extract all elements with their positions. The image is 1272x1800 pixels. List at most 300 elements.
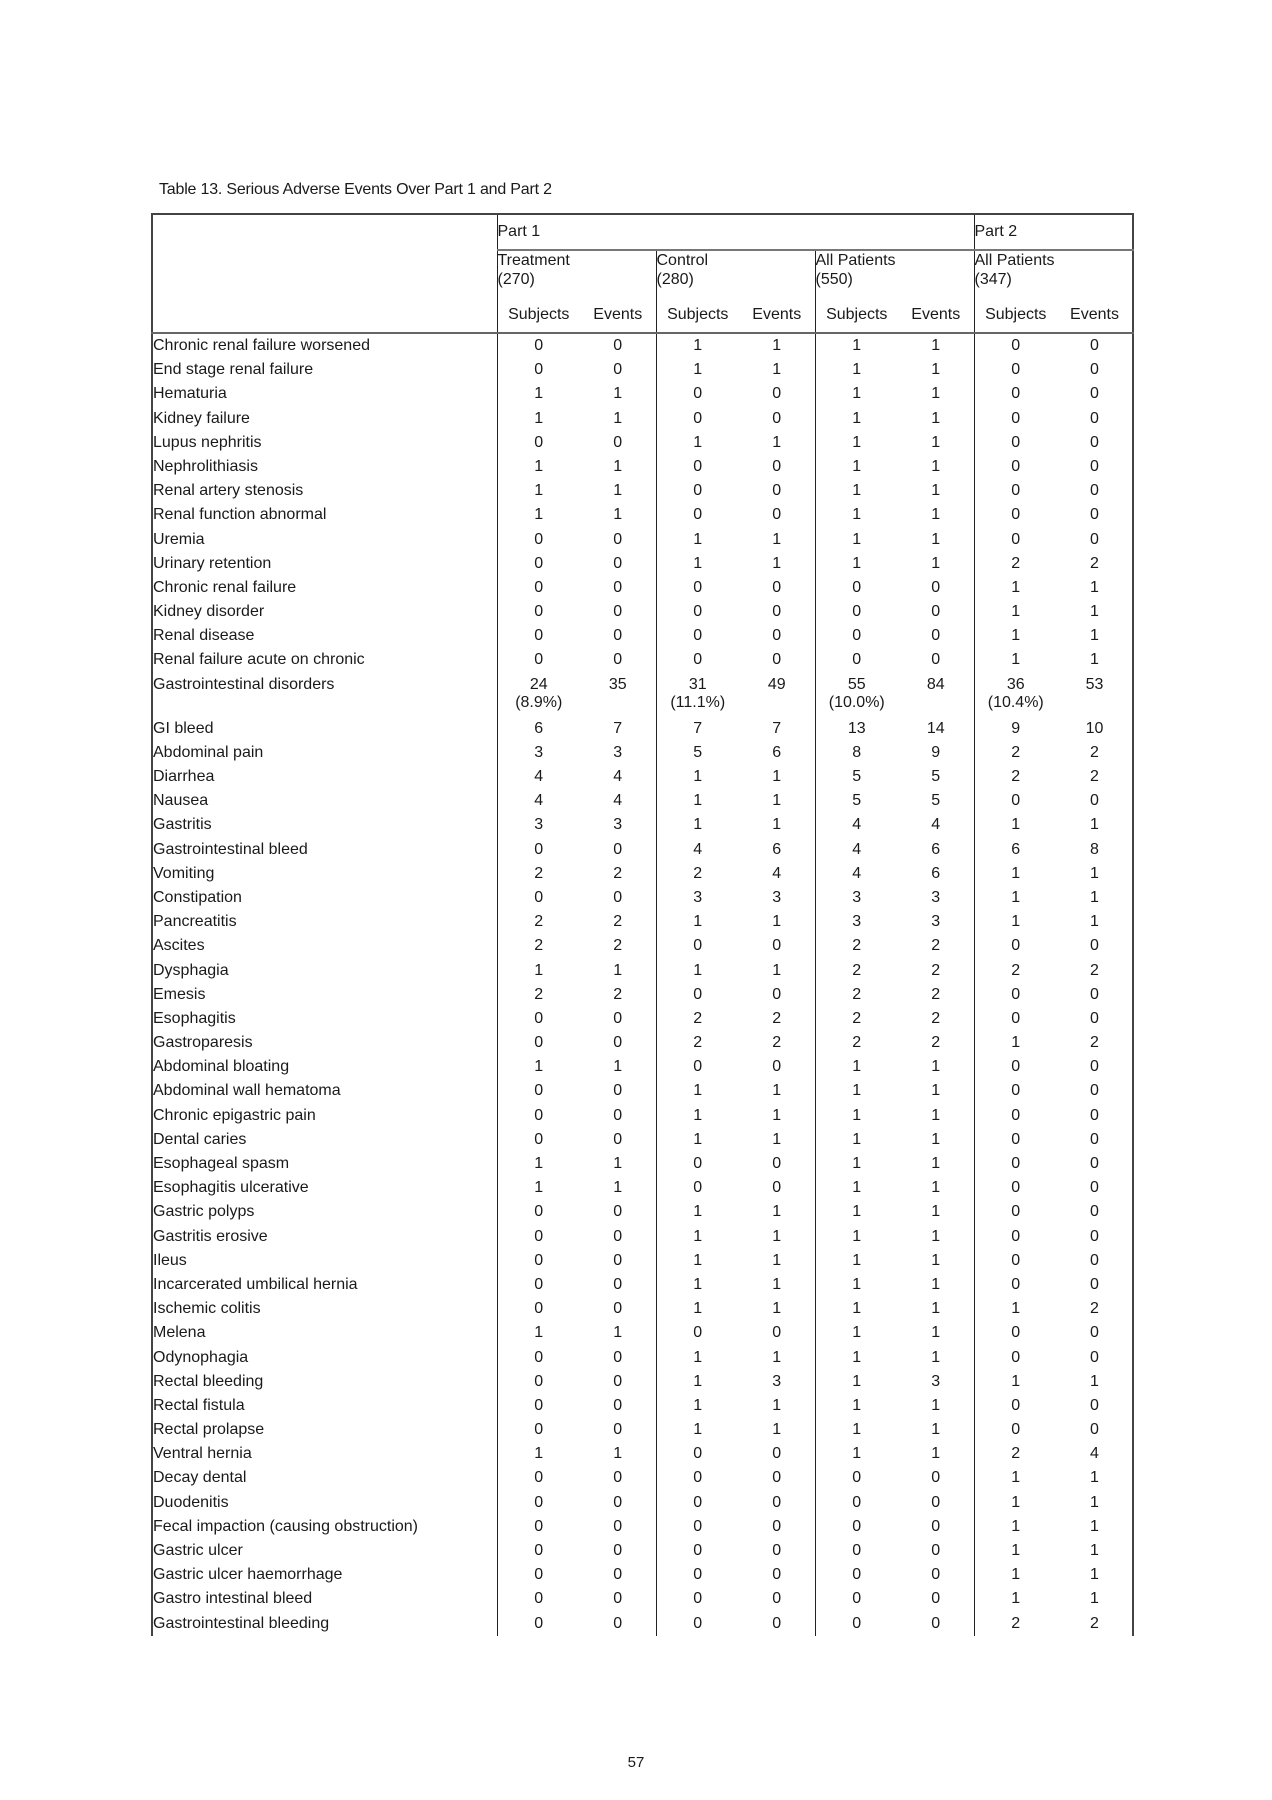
cell-value: 0 [693, 482, 703, 500]
cell-value: 1 [693, 1203, 703, 1221]
events-count [898, 910, 974, 934]
subjects-count [815, 1346, 898, 1370]
events-count [898, 1612, 974, 1636]
event-term: Kidney disorder [152, 600, 497, 624]
cell-value: 0 [534, 554, 544, 572]
events-count [898, 1491, 974, 1515]
cell-value: 0 [534, 1396, 544, 1414]
cell-value: 0 [534, 840, 544, 858]
cell-value: 1 [852, 1179, 862, 1197]
subjects-count [974, 838, 1057, 862]
cell-value: 0 [613, 1372, 623, 1390]
table-row [152, 1370, 1133, 1394]
events-count [1057, 479, 1133, 503]
event-term: Hematuria [152, 382, 497, 406]
event-term: Gastro intestinal bleed [152, 1587, 497, 1611]
cell-value: 1 [613, 506, 623, 524]
events-count [1057, 1055, 1133, 1079]
cell-value: 1 [852, 554, 862, 572]
cell-value: 0 [1011, 1130, 1021, 1148]
events-count [739, 382, 815, 406]
subjects-count [815, 358, 898, 382]
event-term: Diarrhea [152, 765, 497, 789]
subjects-count [815, 624, 898, 648]
subjects-count [497, 1394, 580, 1418]
cell-value: 24 [529, 675, 548, 693]
subjects-count [974, 1079, 1057, 1103]
cell-value: 0 [693, 1058, 703, 1076]
table-row [152, 1104, 1133, 1128]
events-count [1057, 1200, 1133, 1224]
subjects-count [974, 624, 1057, 648]
cell-value: 3 [931, 888, 941, 906]
subjects-count [497, 1370, 580, 1394]
event-term: End stage renal failure [152, 358, 497, 382]
subjects-count [815, 407, 898, 431]
subjects-count [974, 552, 1057, 576]
cell-value: 2 [772, 1034, 782, 1052]
events-count [898, 886, 974, 910]
subjects-count [815, 648, 898, 672]
cell-value: 0 [1011, 1421, 1021, 1439]
cell-value: 0 [613, 1203, 623, 1221]
event-term: Constipation [152, 886, 497, 910]
events-count [1057, 1346, 1133, 1370]
event-term: Pancreatitis [152, 910, 497, 934]
cell-value: 0 [772, 1566, 782, 1584]
events-count [739, 1394, 815, 1418]
cell-value: 1 [931, 1348, 941, 1366]
cell-value: 3 [613, 743, 623, 761]
subjects-count [497, 1297, 580, 1321]
subjects-count [974, 455, 1057, 479]
events-count [739, 1007, 815, 1031]
table-row [152, 1297, 1133, 1321]
events-count [1057, 600, 1133, 624]
subjects-count [974, 1563, 1057, 1587]
table-body [152, 333, 1133, 1636]
cell-value: 1 [534, 1058, 544, 1076]
cell-value: 0 [534, 1275, 544, 1293]
subjects-count [974, 934, 1057, 958]
event-term: Nausea [152, 789, 497, 813]
subjects-count [497, 503, 580, 527]
cell-value: 1 [1011, 1300, 1021, 1318]
subjects-count [815, 552, 898, 576]
event-term: Ventral hernia [152, 1442, 497, 1466]
subjects-count [815, 862, 898, 886]
events-count [898, 1007, 974, 1031]
events-count [739, 813, 815, 837]
cell-value: 0 [534, 1251, 544, 1269]
events-count [898, 1176, 974, 1200]
subjects-count [656, 813, 739, 837]
event-term: Esophageal spasm [152, 1152, 497, 1176]
events-count [898, 1515, 974, 1539]
cell-value: 1 [1090, 1372, 1099, 1390]
events-count [739, 1321, 815, 1345]
cell-value: 0 [1011, 1009, 1021, 1027]
events-count [898, 741, 974, 765]
cell-value: 1 [1090, 816, 1099, 834]
events-count [580, 552, 656, 576]
cell-value: 1 [613, 1324, 623, 1342]
cell-value: 0 [852, 578, 862, 596]
cell-value: 53 [1085, 675, 1104, 693]
subjects-count [974, 813, 1057, 837]
events-count [898, 431, 974, 455]
subjects-count [656, 1200, 739, 1224]
cell-value: 4 [852, 816, 862, 834]
subjects-count [497, 1152, 580, 1176]
cell-value: 2 [1090, 768, 1099, 785]
events-count [580, 983, 656, 1007]
events-count [1057, 1491, 1133, 1515]
subjects-count [656, 886, 739, 910]
cell-value: 0 [772, 603, 782, 621]
events-count [580, 1200, 656, 1224]
cell-value: 1 [693, 1275, 703, 1293]
events-count [580, 1225, 656, 1249]
subjects-count [656, 741, 739, 765]
events-count [898, 1563, 974, 1587]
events-count [1057, 983, 1133, 1007]
event-term: Incarcerated umbilical hernia [152, 1273, 497, 1297]
events-count [739, 1370, 815, 1394]
cell-value: 0 [613, 1469, 623, 1487]
events-count [580, 765, 656, 789]
cell-value: 1 [931, 1227, 941, 1245]
table-row [152, 1418, 1133, 1442]
table-row [152, 765, 1133, 789]
cell-value: 1 [852, 1203, 862, 1221]
events-count [1057, 455, 1133, 479]
events-count [739, 1491, 815, 1515]
cell-value: 0 [1090, 1396, 1099, 1414]
subjects-count [974, 959, 1057, 983]
cell-value: 0 [534, 1469, 544, 1487]
header-part2: Part 2 [974, 214, 1133, 250]
cell-value: 2 [852, 985, 862, 1003]
events-count [739, 862, 815, 886]
cell-value: 1 [852, 1372, 862, 1390]
cell-value: 1 [693, 792, 703, 810]
event-term: Gastrointestinal bleeding [152, 1612, 497, 1636]
cell-value: 1 [931, 1130, 941, 1148]
cell-value: 1 [693, 961, 703, 979]
cell-value: 1 [772, 554, 782, 572]
subjects-count [974, 600, 1057, 624]
cell-value: 0 [1090, 506, 1099, 524]
cell-value: 4 [613, 768, 623, 785]
subjects-count [656, 600, 739, 624]
subjects-count [656, 1104, 739, 1128]
events-count [898, 455, 974, 479]
cell-value: 0 [1011, 1275, 1021, 1293]
cell-value: 0 [613, 1517, 623, 1535]
cell-value: 0 [534, 433, 544, 451]
events-count [1057, 1321, 1133, 1345]
subjects-count [815, 431, 898, 455]
subjects-count [497, 576, 580, 600]
cell-value: 0 [1011, 1324, 1021, 1342]
cell-value: 2 [534, 985, 544, 1003]
subjects-count [974, 717, 1057, 741]
events-count [739, 1346, 815, 1370]
cell-value: 2 [852, 961, 862, 979]
events-count [1057, 1539, 1133, 1563]
cell-value: 0 [1011, 482, 1021, 500]
cell-value: 1 [1090, 1493, 1099, 1511]
cell-value: 1 [693, 554, 703, 572]
subjects-count [815, 741, 898, 765]
cell-value: 1 [1090, 578, 1099, 596]
events-count [1057, 1297, 1133, 1321]
subjects-count [656, 1612, 739, 1636]
cell-value: 0 [613, 840, 623, 858]
cell-value: 0 [534, 1106, 544, 1124]
events-count [898, 1466, 974, 1490]
cell-value: 1 [852, 1324, 862, 1342]
cell-value: 1 [1090, 1469, 1099, 1487]
events-count [898, 1031, 974, 1055]
events-count [1057, 717, 1133, 741]
event-term: Chronic epigastric pain [152, 1104, 497, 1128]
cell-value: 0 [693, 457, 703, 475]
cell-value: 1 [931, 482, 941, 500]
cell-value: 2 [693, 1009, 703, 1027]
cell-value: 1 [1011, 603, 1021, 621]
cell-value: 0 [534, 651, 544, 669]
cell-value: 2 [1011, 1614, 1021, 1632]
cell-value: 0 [1011, 1251, 1021, 1269]
subjects-count [497, 1225, 580, 1249]
events-count [580, 648, 656, 672]
events-count [580, 789, 656, 813]
events-count [580, 576, 656, 600]
cell-value: 0 [534, 578, 544, 596]
cell-value: 0 [1090, 1251, 1099, 1269]
cell-value: 3 [534, 743, 544, 761]
events-count [739, 1152, 815, 1176]
cell-value: 0 [852, 651, 862, 669]
table-row [152, 1491, 1133, 1515]
events-count [898, 1346, 974, 1370]
cell-value: 0 [613, 651, 623, 669]
events-count [739, 1273, 815, 1297]
cell-value: 1 [931, 554, 941, 572]
cell-value: 4 [772, 864, 782, 882]
events-count [1057, 503, 1133, 527]
events-count [1057, 528, 1133, 552]
subjects-count [497, 862, 580, 886]
cell-value: 1 [852, 1275, 862, 1293]
cell-value: 1 [693, 337, 703, 354]
subjects-count [497, 1007, 580, 1031]
cell-value: 1 [534, 1179, 544, 1197]
subjects-count [815, 503, 898, 527]
events-count [739, 552, 815, 576]
subjects-count [815, 1297, 898, 1321]
events-count [739, 789, 815, 813]
events-count [1057, 624, 1133, 648]
subjects-count [815, 1491, 898, 1515]
events-count [739, 1418, 815, 1442]
header-part1: Part 1 [497, 214, 974, 250]
event-term: Fecal impaction (causing obstruction) [152, 1515, 497, 1539]
events-count [898, 1200, 974, 1224]
events-count [580, 1128, 656, 1152]
cell-value: 0 [772, 1614, 782, 1632]
cell-value: 1 [534, 457, 544, 475]
subjects-count [815, 1104, 898, 1128]
events-count [580, 503, 656, 527]
subjects-count [815, 1612, 898, 1636]
cell-value: 0 [613, 1421, 623, 1439]
cell-value: 3 [772, 888, 782, 906]
subjects-count [656, 1273, 739, 1297]
event-term: Gastric ulcer haemorrhage [152, 1563, 497, 1587]
table-row [152, 717, 1133, 741]
cell-value: 0 [534, 1034, 544, 1052]
subjects-count [656, 1249, 739, 1273]
cell-value: 1 [534, 506, 544, 524]
events-count [898, 717, 974, 741]
subjects-count [974, 1128, 1057, 1152]
cell-value: 0 [534, 1372, 544, 1390]
cell-value: 1 [772, 530, 782, 548]
cell-value: 1 [931, 1275, 941, 1293]
events-count [1057, 959, 1133, 983]
cell-value: 1 [772, 1203, 782, 1221]
cell-value: 1 [852, 361, 862, 379]
events-count [580, 1563, 656, 1587]
cell-value: 1 [1011, 888, 1021, 906]
cell-value: 0 [931, 1469, 941, 1487]
cell-value: 1 [613, 457, 623, 475]
cell-value: 0 [1090, 1058, 1099, 1076]
cell-value: 1 [931, 506, 941, 524]
events-count [1057, 1249, 1133, 1273]
table-row [152, 455, 1133, 479]
cell-value: 0 [534, 1082, 544, 1100]
events-count [898, 983, 974, 1007]
cell-value: 0 [1011, 530, 1021, 548]
cell-value: 0 [613, 888, 623, 906]
cell-value: 1 [693, 361, 703, 379]
cell-value: 1 [1011, 864, 1021, 882]
events-count [580, 717, 656, 741]
table-row [152, 503, 1133, 527]
cell-value: 0 [534, 1542, 544, 1559]
events-count [580, 741, 656, 765]
subjects-count [974, 528, 1057, 552]
events-count [580, 600, 656, 624]
events-count [739, 1225, 815, 1249]
table-row [152, 1515, 1133, 1539]
events-count [1057, 1442, 1133, 1466]
cell-value: 0 [1090, 937, 1099, 955]
event-term: Abdominal bloating [152, 1055, 497, 1079]
subjects-count [656, 1563, 739, 1587]
event-term: Esophagitis ulcerative [152, 1176, 497, 1200]
header-events: Events [1057, 298, 1133, 333]
subjects-count [497, 1587, 580, 1611]
cell-value: 0 [931, 627, 941, 645]
subjects-count [974, 789, 1057, 813]
subjects-count [974, 1370, 1057, 1394]
events-count [739, 333, 815, 358]
cell-value: 0 [613, 1251, 623, 1269]
subjects-count [974, 1007, 1057, 1031]
cell-value: 0 [772, 1590, 782, 1608]
cell-value: 1 [772, 816, 782, 834]
cell-value: 1 [693, 1372, 703, 1390]
events-count [739, 576, 815, 600]
cell-value: 1 [852, 1251, 862, 1269]
cell-value: 3 [613, 816, 623, 834]
events-count [1057, 1079, 1133, 1103]
cell-value: 14 [926, 719, 945, 737]
cell-value: 1 [852, 1106, 862, 1124]
events-count [580, 673, 656, 717]
table-row [152, 407, 1133, 431]
subjects-count [497, 1563, 580, 1587]
subjects-count [815, 1128, 898, 1152]
cell-value: 1 [772, 1421, 782, 1439]
cell-value: 7 [693, 719, 703, 737]
subjects-count [974, 1321, 1057, 1345]
cell-value: 5 [852, 792, 862, 810]
events-count [580, 1515, 656, 1539]
cell-value: 10 [1085, 719, 1104, 737]
subjects-count [656, 407, 739, 431]
events-count [739, 1612, 815, 1636]
table-row [152, 886, 1133, 910]
events-count [1057, 407, 1133, 431]
cell-value: 55 [847, 675, 866, 693]
cell-value: 0 [1090, 361, 1099, 379]
header-group-all-patients-part2: All Patients (347) [974, 250, 1133, 298]
cell-value: 3 [931, 1372, 941, 1390]
events-count [580, 1152, 656, 1176]
subjects-count [656, 576, 739, 600]
cell-value: 0 [1011, 792, 1021, 810]
subjects-count [974, 1200, 1057, 1224]
subjects-count [974, 1491, 1057, 1515]
events-count [739, 1176, 815, 1200]
table-row [152, 983, 1133, 1007]
subjects-count [974, 333, 1057, 358]
event-term: Chronic renal failure worsened [152, 333, 497, 358]
cell-value: 1 [1090, 864, 1099, 882]
cell-value: 1 [693, 1227, 703, 1245]
event-term: Odynophagia [152, 1346, 497, 1370]
events-count [739, 1079, 815, 1103]
cell-value: 1 [931, 1179, 941, 1197]
cell-value: 0 [1011, 1396, 1021, 1414]
events-count [580, 333, 656, 358]
cell-value: 1 [772, 337, 782, 354]
cell-value: 1 [693, 1082, 703, 1100]
subjects-count [974, 358, 1057, 382]
subjects-count [815, 1079, 898, 1103]
cell-value: 1 [852, 1082, 862, 1100]
events-count [898, 333, 974, 358]
subjects-count [815, 673, 898, 717]
cell-value: 2 [1011, 554, 1021, 572]
subjects-count [656, 1297, 739, 1321]
